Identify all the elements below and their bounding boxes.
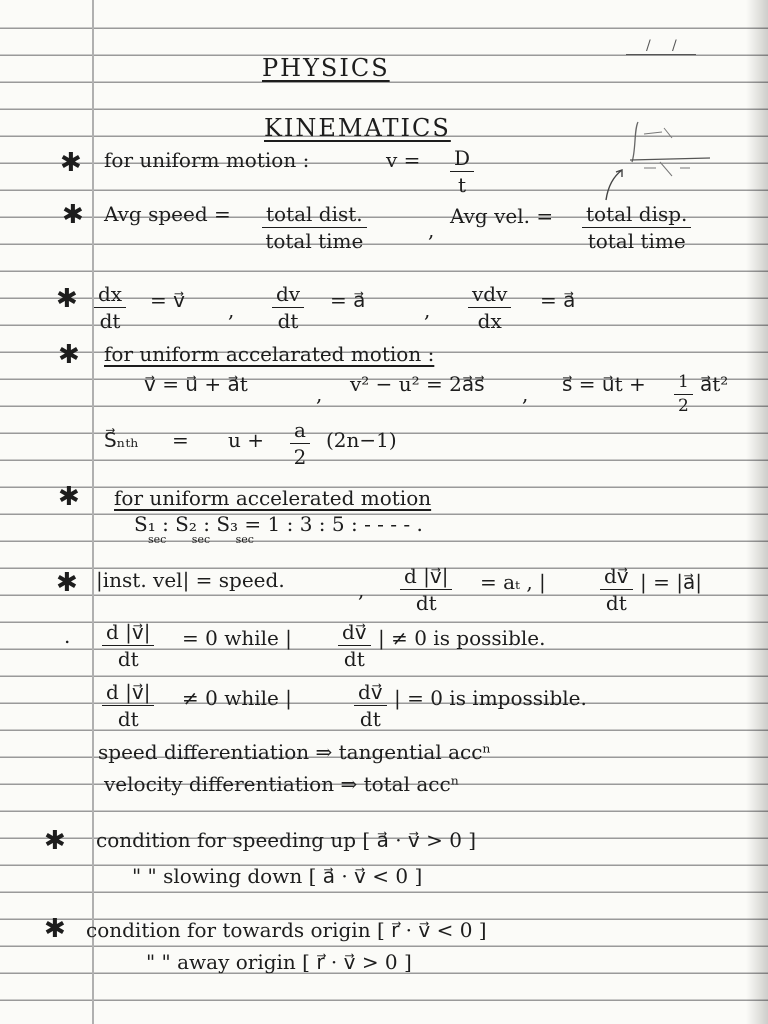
fraction-denominator: dx xyxy=(477,309,502,333)
section-title: KINEMATICS xyxy=(264,114,451,142)
fraction-denominator: dt xyxy=(359,707,381,731)
bullet-star-icon: ✱ xyxy=(44,914,66,944)
integral-sketch xyxy=(600,110,720,210)
uniform-motion-text: for uniform motion : xyxy=(104,148,310,172)
fraction-numerator: d |v⃗| xyxy=(102,622,154,646)
velocity-lhs: v = xyxy=(386,148,421,172)
fraction-numerator: d |v⃗| xyxy=(400,566,452,590)
snth-equals: = xyxy=(172,428,189,452)
ratio-subscript: sec sec sec xyxy=(148,533,254,546)
fraction-denominator: dt xyxy=(277,309,299,333)
page-title: PHYSICS xyxy=(262,54,390,82)
inst-vel-text: |inst. vel| = speed. xyxy=(96,568,285,592)
accel-motion-heading: for uniform accelarated motion : xyxy=(104,342,435,366)
fraction-denominator: 2 xyxy=(293,445,307,469)
tangential-acc-rhs: = aₜ , | xyxy=(480,570,546,594)
separator-comma: , xyxy=(428,218,435,242)
fraction-denominator: t xyxy=(458,173,467,197)
dv-dt-mod-fraction xyxy=(338,622,371,670)
away-origin-condition: " " away origin [ r⃗ · v⃗ > 0 ] xyxy=(146,950,412,974)
equation-v2-u2: v² − u² = 2a⃗s⃗ xyxy=(350,372,485,396)
bullet-star-icon: ✱ xyxy=(56,568,78,598)
fraction-denominator: 2 xyxy=(678,395,689,416)
fraction-numerator: a xyxy=(290,420,310,444)
dx-dt-fraction xyxy=(94,284,126,332)
fraction-denominator: dt xyxy=(117,647,139,671)
fraction-denominator: dt xyxy=(117,707,139,731)
avg-speed-label: Avg speed = xyxy=(104,202,231,226)
dv-dt-rhs: = a⃗ xyxy=(330,288,366,312)
bullet-star-icon: ✱ xyxy=(58,482,80,512)
date-field xyxy=(626,38,696,55)
slowing-down-condition: " " slowing down [ a⃗ · v⃗ < 0 ] xyxy=(132,864,423,888)
fraction-numerator: total dist. xyxy=(262,204,367,228)
half-fraction xyxy=(674,374,693,416)
distance-ratio: S₁ : S₂ : S₃ = 1 : 3 : 5 : - - - - . xyxy=(134,512,423,536)
velocity-differentiation-line: velocity differentiation ⇒ total accⁿ xyxy=(104,772,460,796)
equation-s-lhs: s⃗ = u⃗t + xyxy=(562,372,646,396)
avg-vel-label: Avg vel. = xyxy=(450,204,554,228)
vdv-dx-fraction xyxy=(468,284,511,332)
equation-v-u-at: v⃗ = u⃗ + a⃗t xyxy=(144,372,248,396)
dot-bullet: . xyxy=(64,624,71,648)
speed-differentiation-line: speed differentiation ⇒ tangential accⁿ xyxy=(98,740,492,764)
bullet-star-icon: ✱ xyxy=(56,284,78,314)
bullet-star-icon: ✱ xyxy=(58,340,80,370)
snth-u: u + xyxy=(228,428,264,452)
margin-line xyxy=(92,0,94,1024)
date-slash: / xyxy=(646,38,651,54)
equation-s-rhs: a⃗t² xyxy=(700,372,729,396)
fraction-denominator: dt xyxy=(415,591,437,615)
fraction-numerator: vdv xyxy=(468,284,511,308)
bullet-star-icon: ✱ xyxy=(62,200,84,230)
impossible-middle: ≠ 0 while | xyxy=(182,686,292,710)
fraction-numerator: 1 xyxy=(674,374,693,395)
fraction-numerator: total disp. xyxy=(582,204,691,228)
snth-lhs: S⃗ₙₜₕ xyxy=(104,428,139,452)
bullet-star-icon: ✱ xyxy=(44,826,66,856)
d-mod-v-dt-fraction xyxy=(102,622,154,670)
towards-origin-condition: condition for towards origin [ r⃗ · v⃗ < 0 ] xyxy=(86,918,487,942)
dv-dt-mod-fraction xyxy=(600,566,633,614)
accel-ratio-heading: for uniform accelerated motion xyxy=(114,486,432,510)
fraction-denominator: dt xyxy=(605,591,627,615)
fraction-denominator: dt xyxy=(99,309,121,333)
vdv-dx-rhs: = a⃗ xyxy=(540,288,576,312)
distance-over-time xyxy=(450,148,474,196)
separator-comma: , xyxy=(228,298,235,322)
fraction-numerator: dv xyxy=(272,284,304,308)
fraction-numerator: dx xyxy=(94,284,126,308)
fraction-numerator: D xyxy=(450,148,474,172)
fraction-numerator: d |v⃗| xyxy=(102,682,154,706)
page-edge-shadow xyxy=(746,0,768,1024)
date-slash: / xyxy=(672,38,677,54)
fraction-numerator: dv⃗ xyxy=(354,682,387,706)
dv-dt-mod-fraction xyxy=(354,682,387,730)
fraction-numerator: dv⃗ xyxy=(338,622,371,646)
dx-dt-rhs: = v⃗ xyxy=(150,288,185,312)
fraction-denominator: total time xyxy=(587,229,686,253)
fraction-denominator: total time xyxy=(265,229,364,253)
speeding-up-condition: condition for speeding up [ a⃗ · v⃗ > 0 ] xyxy=(96,828,477,852)
a-over-2-fraction xyxy=(290,420,310,468)
possible-rhs: | ≠ 0 is possible. xyxy=(378,626,546,650)
possible-middle: = 0 while | xyxy=(182,626,292,650)
separator-comma: , xyxy=(316,382,323,406)
snth-rhs: (2n−1) xyxy=(326,428,397,452)
bullet-star-icon: ✱ xyxy=(60,148,82,178)
fraction-denominator: dt xyxy=(343,647,365,671)
d-mod-v-dt-fraction xyxy=(102,682,154,730)
separator-comma: , xyxy=(522,382,529,406)
separator-comma: , xyxy=(358,578,365,602)
avg-speed-fraction xyxy=(262,204,367,252)
fraction-numerator: dv⃗ xyxy=(600,566,633,590)
d-mod-v-dt-fraction xyxy=(400,566,452,614)
impossible-rhs: | = 0 is impossible. xyxy=(394,686,587,710)
separator-comma: , xyxy=(424,298,431,322)
avg-vel-fraction xyxy=(582,204,691,252)
dv-dt-fraction xyxy=(272,284,304,332)
mod-a-rhs: | = |a⃗| xyxy=(640,570,702,594)
